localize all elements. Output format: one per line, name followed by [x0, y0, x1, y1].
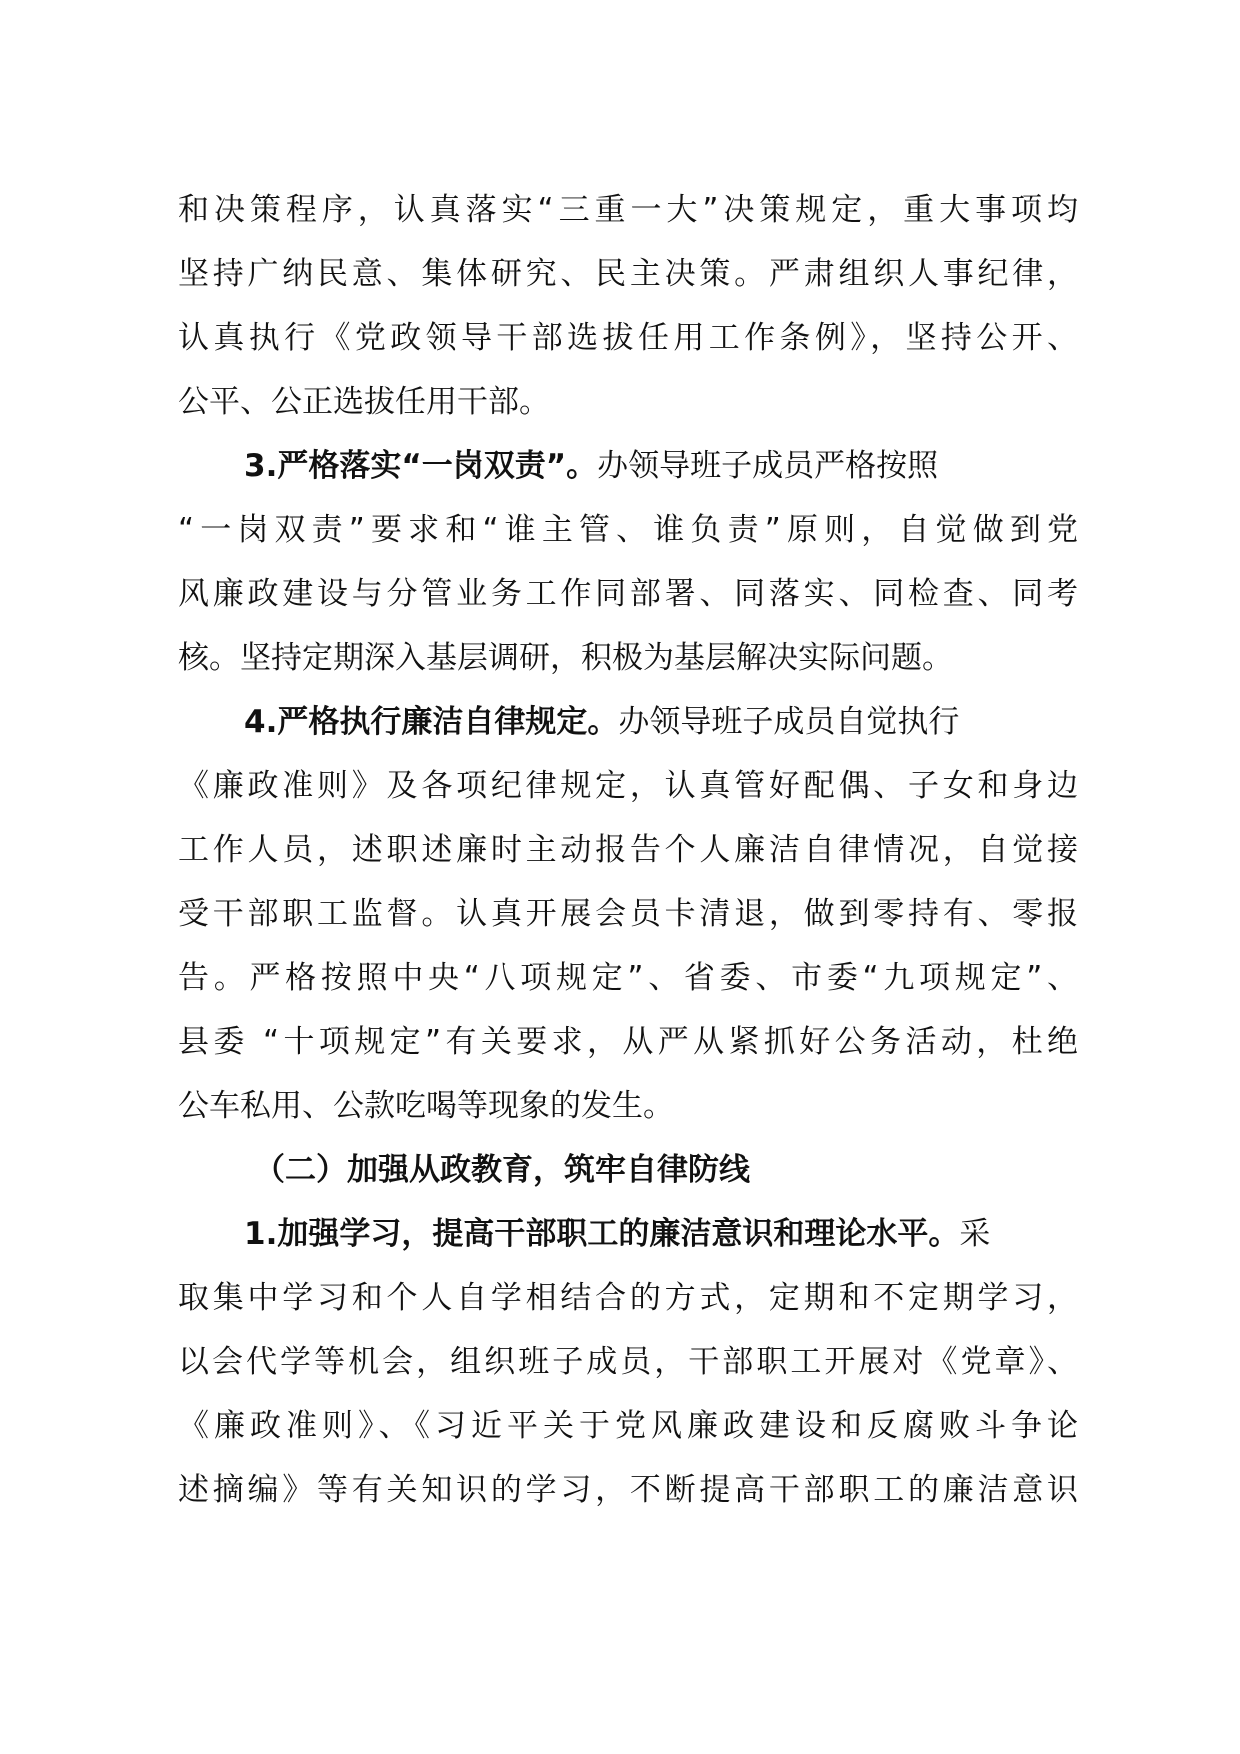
paragraph-line: 以会代学等机会，组织班子成员，干部职工开展对《党章》、	[178, 1344, 1078, 1380]
paragraph-line: 公平、公正选拔任用干部。	[178, 384, 550, 420]
paragraph-line: 和决策程序，认真落实“三重一大”决策规定，重大事项均	[178, 192, 1078, 228]
paragraph-line: “一岗双责”要求和“谁主管、谁负责”原则，自觉做到党	[178, 512, 1078, 548]
document-body	[178, 178, 1078, 1522]
paragraph-line: 风廉政建设与分管业务工作同部署、同落实、同检查、同考	[178, 576, 1078, 612]
item-4-first-line	[178, 690, 1078, 754]
paragraph-line: 核。坚持定期深入基层调研，积极为基层解决实际问题。	[178, 640, 953, 676]
paragraph-line: 告。严格按照中央“八项规定”、省委、市委“九项规定”、	[178, 960, 1078, 996]
item-4-text: 办领导班子成员自觉执行	[618, 704, 960, 740]
item-3-first-line	[178, 434, 1078, 498]
item-1-text: 采	[959, 1216, 991, 1252]
paragraph-line: 工作人员，述职述廉时主动报告个人廉洁自律情况，自觉接	[178, 832, 1078, 868]
paragraph-line: 《廉政准则》、《习近平关于党风廉政建设和反腐败斗争论	[178, 1408, 1078, 1444]
paragraph-line: 公车私用、公款吃喝等现象的发生。	[178, 1088, 674, 1124]
item-3-heading: 3.严格落实“一岗双责”。	[244, 448, 598, 484]
paragraph-line: 受干部职工监督。认真开展会员卡清退，做到零持有、零报	[178, 896, 1078, 932]
item-3-text: 办领导班子成员严格按照	[597, 448, 939, 484]
item-4-heading: 4.严格执行廉洁自律规定。	[244, 704, 619, 740]
paragraph-line: 认真执行《党政领导干部选拔任用工作条例》，坚持公开、	[178, 320, 1078, 356]
paragraph-line: 坚持广纳民意、集体研究、民主决策。严肃组织人事纪律，	[178, 256, 1078, 292]
paragraph-line: 县委 “十项规定”有关要求，从严从紧抓好公务活动，杜绝	[178, 1024, 1078, 1060]
paragraph-line: 《廉政准则》及各项纪律规定，认真管好配偶、子女和身边	[178, 768, 1078, 804]
item-1-first-line	[178, 1202, 1078, 1266]
paragraph-line: 取集中学习和个人自学相结合的方式，定期和不定期学习，	[178, 1280, 1078, 1316]
paragraph-line: 述摘编》等有关知识的学习，不断提高干部职工的廉洁意识	[178, 1472, 1078, 1508]
item-1-heading: 1.加强学习，提高干部职工的廉洁意识和理论水平。	[244, 1216, 960, 1252]
section-heading: （二）加强从政教育，筑牢自律防线	[254, 1152, 750, 1188]
